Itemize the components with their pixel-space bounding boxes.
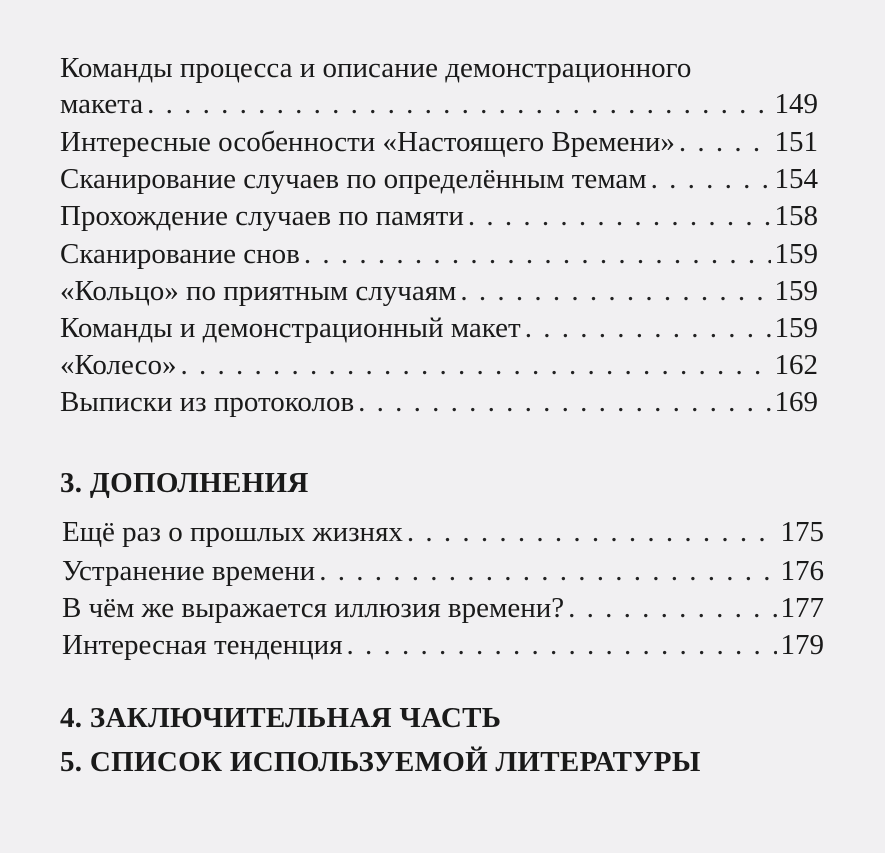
toc-entry-title: Команды и демонстрационный макет (60, 312, 521, 344)
toc-entry (60, 161, 818, 197)
toc-entry (62, 590, 824, 626)
toc-entry (60, 198, 818, 234)
section-heading-3: 3. ДОПОЛНЕНИЯ (60, 467, 309, 499)
toc-entry (60, 310, 818, 346)
toc-leader-dots (525, 310, 771, 346)
toc-page-number: 162 (774, 349, 818, 381)
toc-leader-dots (358, 384, 770, 420)
toc-entry-title: Сканирование случаев по определённым темам (60, 163, 647, 195)
toc-page-number: 169 (774, 386, 818, 418)
toc-page-number: 175 (780, 516, 824, 548)
toc-entry (62, 627, 824, 663)
toc-leader-dots (407, 514, 777, 550)
toc-page-number: 159 (774, 275, 818, 307)
toc-entry-title: Ещё раз о прошлых жизнях (62, 516, 403, 548)
toc-entry (62, 553, 824, 589)
toc-entry-first-line: Команды процесса и описание демонстрационного (60, 52, 692, 84)
toc-entry-title: Устранение времени (62, 555, 316, 587)
toc-leader-dots (347, 627, 777, 663)
toc-leader-dots (468, 198, 771, 234)
toc-page-number: 159 (774, 238, 818, 270)
toc-entry (60, 236, 818, 272)
toc-entry-title: Интересные особенности «Настоящего Времени» (60, 126, 675, 158)
toc-leader-dots (651, 161, 771, 197)
toc-page-number: 176 (780, 555, 824, 587)
toc-entry-title: «Колесо» (60, 349, 177, 381)
toc-entry (60, 347, 818, 383)
toc-leader-dots (147, 86, 770, 122)
toc-entry (60, 86, 818, 122)
toc-leader-dots (304, 236, 771, 272)
toc-page-number: 151 (774, 126, 818, 158)
toc-entry (60, 273, 818, 309)
toc-entry-title: Выписки из протоколов (60, 386, 355, 418)
toc-leader-dots (460, 273, 770, 309)
toc-entry-title: Прохождение случаев по памяти (60, 200, 464, 232)
toc-leader-dots (180, 347, 770, 383)
toc-page-number: 179 (780, 629, 824, 661)
toc-entry (62, 514, 824, 550)
toc-page-number: 177 (780, 592, 824, 624)
toc-page-number: 154 (774, 163, 818, 195)
bleed-through-text (400, 440, 407, 470)
toc-entry-title: «Кольцо» по приятным случаям (60, 275, 457, 307)
toc-entry-title: Сканирование снов (60, 238, 300, 270)
toc-entry-title: макета (60, 88, 144, 120)
toc-leader-dots (319, 553, 776, 589)
toc-entry-title: В чём же выражается иллюзия времени? (62, 592, 565, 624)
toc-leader-dots (679, 124, 771, 160)
section-heading-4: 4. ЗАКЛЮЧИТЕЛЬНАЯ ЧАСТЬ (60, 702, 502, 734)
toc-leader-dots (568, 590, 776, 626)
toc-entry (60, 124, 818, 160)
section-heading-5: 5. СПИСОК ИСПОЛЬЗУЕМОЙ ЛИТЕРАТУРЫ (60, 746, 701, 778)
toc-page-number: 159 (774, 312, 818, 344)
toc-entry (60, 384, 818, 420)
toc-page-number: 158 (774, 200, 818, 232)
toc-entry-title: Интересная тенденция (62, 629, 343, 661)
toc-page-number: 149 (774, 88, 818, 120)
